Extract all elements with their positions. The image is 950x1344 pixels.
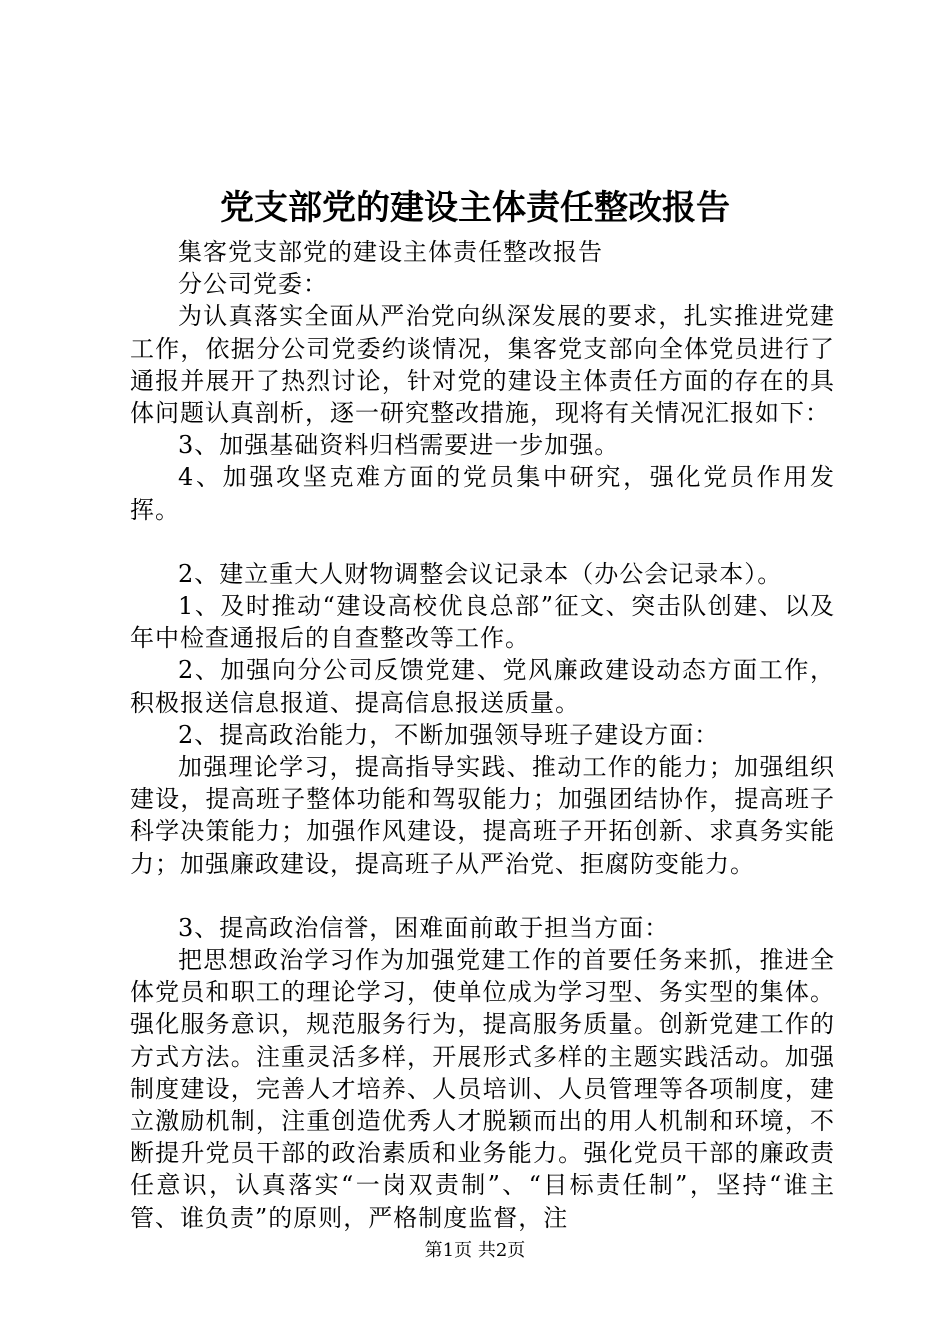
paragraph-item: 2、建立重大人财物调整会议记录本（办公会记录本）。 [178,559,783,588]
document-body [130,236,835,1234]
paragraph-section-body: 加强理论学习，提高指导实践、推动工作的能力；加强组织建设，提高班子整体功能和驾驭能力；加强团结协作，提高班子科学决策能力；加强作风建设，提高班子开拓创新、求真务实能力；加强廉政建设，提高班子从严治党、拒腐防变能力。 [130,753,835,878]
document-title: 党支部党的建设主体责任整改报告 [220,188,730,228]
paragraph-item: 1、及时推动“建设高校优良总部”征文、突击队创建、以及年中检查通报后的自查整改等工作。 [130,592,835,653]
paragraph-intro: 为认真落实全面从严治党向纵深发展的要求，扎实推进党建工作，依据分公司党委约谈情况，集客党支部向全体党员进行了通报并展开了热烈讨论，针对党的建设主体责任方面的存在的具体问题认真剖析，逐一研究整改措施，现将有关情况汇报如下： [130,302,835,428]
paragraph-item: 4、加强攻坚克难方面的党员集中研究，强化党员作用发挥。 [130,463,835,524]
paragraph-section-body: 把思想政治学习作为加强党建工作的首要任务来抓，推进全体党员和职工的理论学习，使单位成为学习型、务实型的集体。强化服务意识，规范服务行为，提高服务质量。创新党建工作的方式方法。注重灵活多样，开展形式多样的主题实践活动。加强制度建设，完善人才培养、人员培训、人员管理等各项制度，建立激励机制，注重创造优秀人才脱颖而出的用人机制和环境，不断提升党员干部的政治素质和业务能力。强化党员干部的廉政责任意识，认真落实“一岗双责制”、“目标责任制”，坚持“谁主管、谁负责”的原则，严格制度监督，注 [130,946,835,1232]
paragraph-gap [130,526,835,558]
paragraph-gap [130,880,835,912]
paragraph-section-heading: 3、提高政治信誉，困难面前敢于担当方面： [178,913,670,942]
paragraph-subtitle: 集客党支部党的建设主体责任整改报告 [178,238,603,266]
paragraph-addressee: 分公司党委： [178,270,328,299]
page-footer: 第1页 共2页 [424,1240,526,1261]
paragraph-section-heading: 2、提高政治能力，不断加强领导班子建设方面： [178,720,720,749]
paragraph-item: 3、加强基础资料归档需要进一步加强。 [178,431,620,460]
paragraph-item: 2、加强向分公司反馈党建、党风廉政建设动态方面工作，积极报送信息报道、提高信息报送质量。 [130,656,835,717]
